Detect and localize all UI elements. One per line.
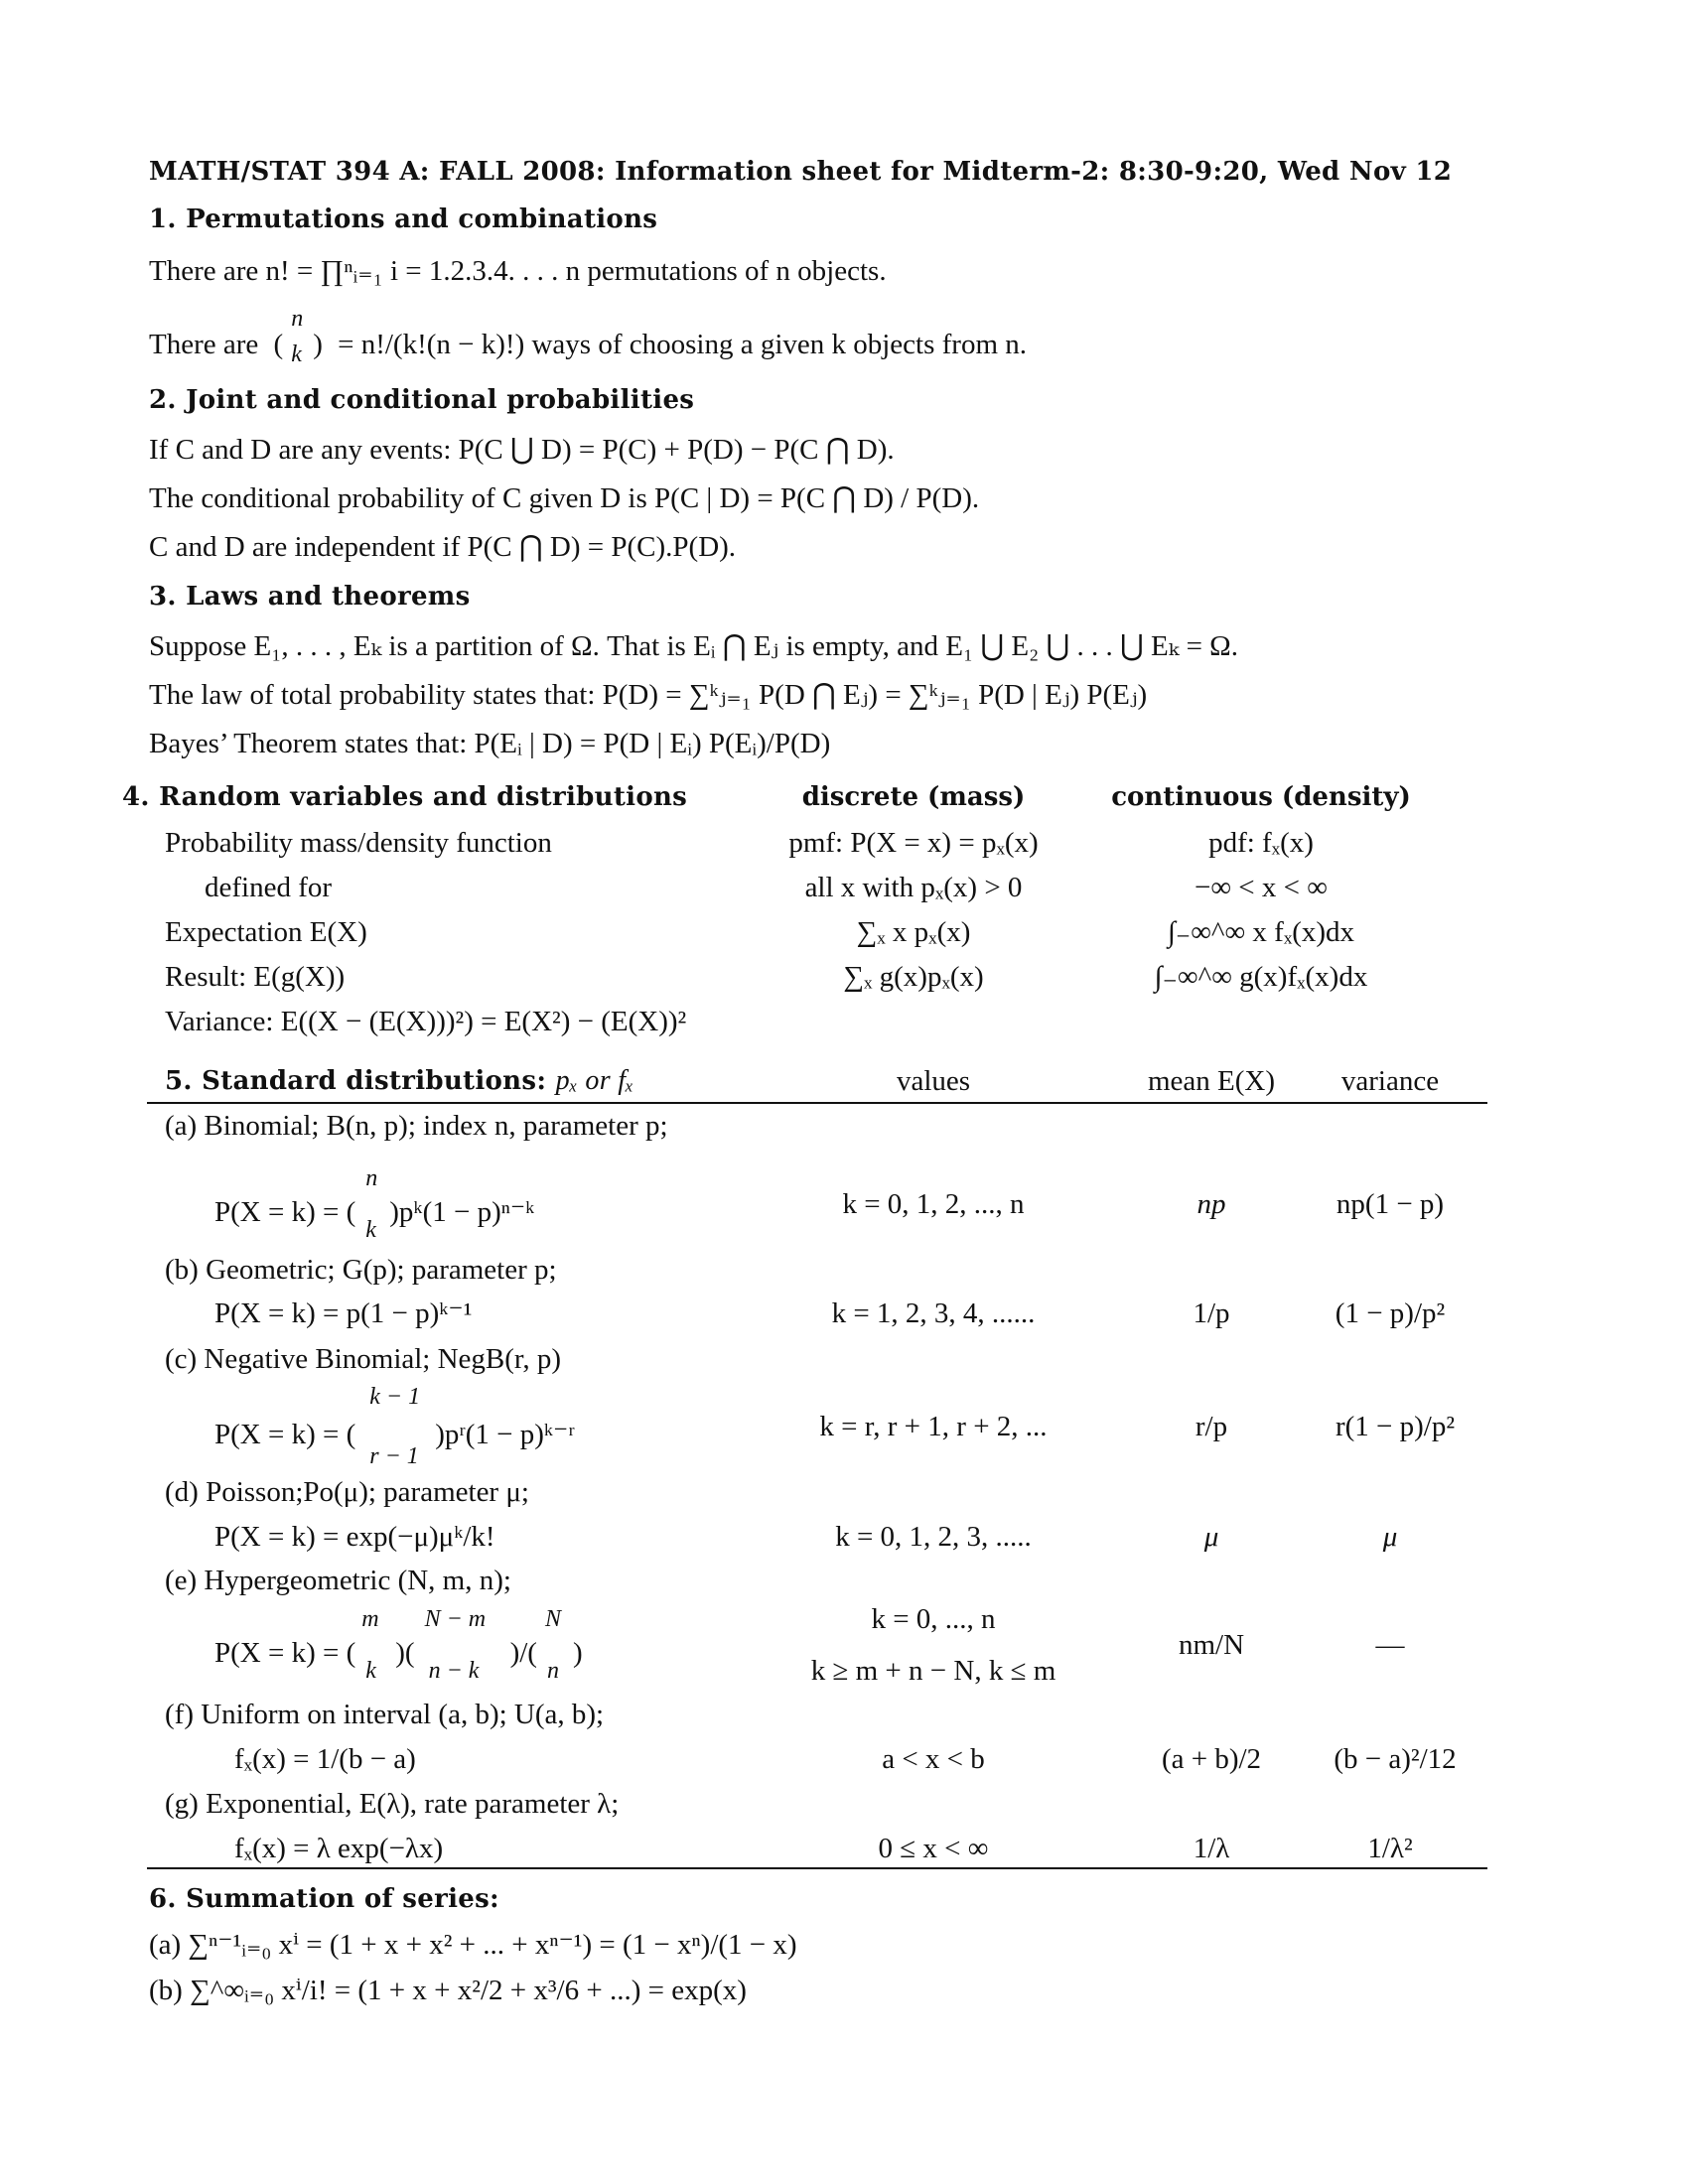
- section-3-heading: 3. Laws and theorems: [149, 582, 471, 612]
- rv-row-label: Expectation E(X): [165, 916, 367, 948]
- binomial-pmf: P(X = k) = ( n k )pᵏ(1 − p)ⁿ⁻ᵏ: [214, 1165, 535, 1243]
- rv-row-discrete: ∑ₓ g(x)pₓ(x): [843, 961, 984, 993]
- exponential-series-line: (b) ∑^∞ᵢ₌₀ xⁱ/i! = (1 + x + x²/2 + x³/6 + ...) = exp(x): [149, 1975, 747, 2006]
- rv-row-label: Result: E(g(X)): [165, 961, 346, 993]
- rv-row-continuous: ∫₋∞^∞ x fₓ(x)dx: [1167, 916, 1355, 948]
- negative-binomial-pmf: P(X = k) = ( k − 1 r − 1 )pʳ(1 − p)ᵏ⁻ʳ: [214, 1384, 575, 1469]
- poisson-pmf: P(X = k) = exp(−μ)μᵏ/k!: [214, 1521, 495, 1553]
- uniform-pdf: fₓ(x) = 1/(b − a): [234, 1743, 416, 1775]
- distribution-name-geometric: (b) Geometric; G(p); parameter p;: [165, 1254, 557, 1286]
- binomial-coefficient: n k: [365, 1165, 378, 1243]
- table-bottom-rule: [147, 1867, 1487, 1869]
- negative-binomial-values: k = r, r + 1, r + 2, ...: [819, 1411, 1048, 1442]
- column-header-continuous: continuous (density): [1111, 782, 1411, 812]
- rv-row-continuous: pdf: fₓ(x): [1208, 827, 1314, 859]
- column-header-discrete: discrete (mass): [801, 782, 1026, 812]
- hypergeometric-variance: —: [1375, 1629, 1405, 1661]
- conditional-probability-line: The conditional probability of C given D is P(C | D) = P(C ⋂ D) / P(D).: [149, 482, 980, 514]
- uniform-mean: (a + b)/2: [1161, 1743, 1262, 1775]
- hypergeometric-mean: nm/N: [1178, 1629, 1245, 1661]
- rv-row-label: Probability mass/density function: [165, 827, 552, 859]
- distribution-name-negative-binomial: (c) Negative Binomial; NegB(r, p): [165, 1343, 562, 1375]
- rv-row-continuous: ∫₋∞^∞ g(x)fₓ(x)dx: [1154, 961, 1368, 993]
- section-4-heading: 4. Random variables and distributions: [122, 782, 688, 812]
- column-header-mean: mean E(X): [1147, 1065, 1276, 1097]
- geometric-pmf: P(X = k) = p(1 − p)ᵏ⁻¹: [214, 1297, 473, 1329]
- section-6-heading: 6. Summation of series:: [149, 1884, 499, 1914]
- binomial-variance: np(1 − p): [1336, 1188, 1445, 1220]
- combinations-line: [149, 306, 1028, 367]
- rv-row-continuous: −∞ < x < ∞: [1195, 872, 1328, 903]
- union-rule-line: If C and D are any events: P(C ⋃ D) = P(C) + P(D) − P(C ⋂ D).: [149, 434, 895, 466]
- geometric-variance: (1 − p)/p²: [1335, 1297, 1446, 1329]
- poisson-mean: μ: [1203, 1521, 1219, 1553]
- distribution-name-poisson: (d) Poisson;Po(μ); parameter μ;: [165, 1476, 529, 1508]
- rv-row-discrete: ∑ₓ x pₓ(x): [856, 916, 971, 948]
- exponential-pdf: fₓ(x) = λ exp(−λx): [234, 1833, 444, 1864]
- binomial-mean: np: [1196, 1188, 1226, 1220]
- rv-row-label: defined for: [205, 872, 333, 903]
- distribution-name-binomial: (a) Binomial; B(n, p); index n, parameter p;: [165, 1110, 668, 1142]
- negative-binomial-mean: r/p: [1195, 1411, 1228, 1442]
- distribution-name-exponential: (g) Exponential, E(λ), rate parameter λ;: [165, 1788, 620, 1820]
- geometric-values: k = 1, 2, 3, 4, ......: [831, 1297, 1036, 1329]
- exponential-variance: 1/λ²: [1367, 1833, 1413, 1864]
- page-title: MATH/STAT 394 A: FALL 2008: Information sheet for Midterm-2: 8:30-9:20, Wed Nov 12: [149, 157, 1453, 187]
- permutations-line: There are n! = ∏ⁿᵢ₌₁ i = 1.2.3.4. . . . n permutations of n objects.: [149, 255, 887, 287]
- section-5-heading-math: pₓ or fₓ: [555, 1065, 634, 1096]
- exponential-values: 0 ≤ x < ∞: [878, 1833, 989, 1864]
- column-header-values: values: [896, 1065, 971, 1097]
- section-1-heading: 1. Permutations and combinations: [149, 205, 658, 234]
- variance-line: Variance: E((X − (E(X)))²) = E(X²) − (E(X))²: [165, 1006, 687, 1037]
- negative-binomial-coefficient: k − 1 r − 1: [369, 1384, 421, 1469]
- poisson-variance: μ: [1382, 1521, 1398, 1553]
- rv-row-discrete: all x with pₓ(x) > 0: [804, 872, 1023, 903]
- geometric-mean: 1/p: [1193, 1297, 1230, 1329]
- geometric-series-line: (a) ∑ⁿ⁻¹ᵢ₌₀ xⁱ = (1 + x + x² + ... + xⁿ⁻¹) = (1 − xⁿ)/(1 − x): [149, 1929, 797, 1961]
- bayes-theorem-line: Bayes’ Theorem states that: P(Eᵢ | D) = P(D | Eᵢ) P(Eᵢ)/P(D): [149, 728, 831, 759]
- uniform-values: a < x < b: [882, 1743, 985, 1775]
- poisson-values: k = 0, 1, 2, 3, .....: [835, 1521, 1032, 1553]
- distribution-name-hypergeometric: (e) Hypergeometric (N, m, n);: [165, 1565, 511, 1596]
- combinations-pre: There are: [149, 329, 259, 360]
- hypergeometric-pmf: P(X = k) = ( m k )( N − m n − k )/( N n ): [214, 1606, 583, 1684]
- distribution-name-uniform: (f) Uniform on interval (a, b); U(a, b);: [165, 1699, 605, 1730]
- rv-row-discrete: pmf: P(X = x) = pₓ(x): [788, 827, 1039, 859]
- column-header-variance: variance: [1340, 1065, 1440, 1097]
- binomial-n-k: ( n k ): [273, 306, 323, 367]
- independence-line: C and D are independent if P(C ⋂ D) = P(C).P(D).: [149, 531, 737, 563]
- section-5-heading: 5. Standard distributions: pₓ or fₓ: [165, 1065, 634, 1096]
- binomial-values: k = 0, 1, 2, ..., n: [842, 1188, 1025, 1220]
- combinations-post: = n!/(k!(n − k)!) ways of choosing a given k objects from n.: [338, 329, 1028, 360]
- uniform-variance: (b − a)²/12: [1334, 1743, 1457, 1775]
- total-probability-line: The law of total probability states that: P(D) = ∑ᵏⱼ₌₁ P(D ⋂ Eⱼ) = ∑ᵏⱼ₌₁ P(D | Eⱼ) P(Eⱼ): [149, 679, 1148, 711]
- hypergeometric-values-line1: k = 0, ..., n: [871, 1603, 996, 1635]
- negative-binomial-variance: r(1 − p)/p²: [1335, 1411, 1456, 1442]
- hypergeometric-values-line2: k ≥ m + n − N, k ≤ m: [810, 1655, 1056, 1687]
- table-top-rule: [147, 1102, 1487, 1104]
- section-2-heading: 2. Joint and conditional probabilities: [149, 385, 695, 415]
- exponential-mean: 1/λ: [1193, 1833, 1230, 1864]
- partition-line: Suppose E₁, . . . , Eₖ is a partition of Ω. That is Eᵢ ⋂ Eⱼ is empty, and E₁ ⋃ E₂ ⋃ . . . ⋃ Eₖ = Ω.: [149, 630, 1238, 662]
